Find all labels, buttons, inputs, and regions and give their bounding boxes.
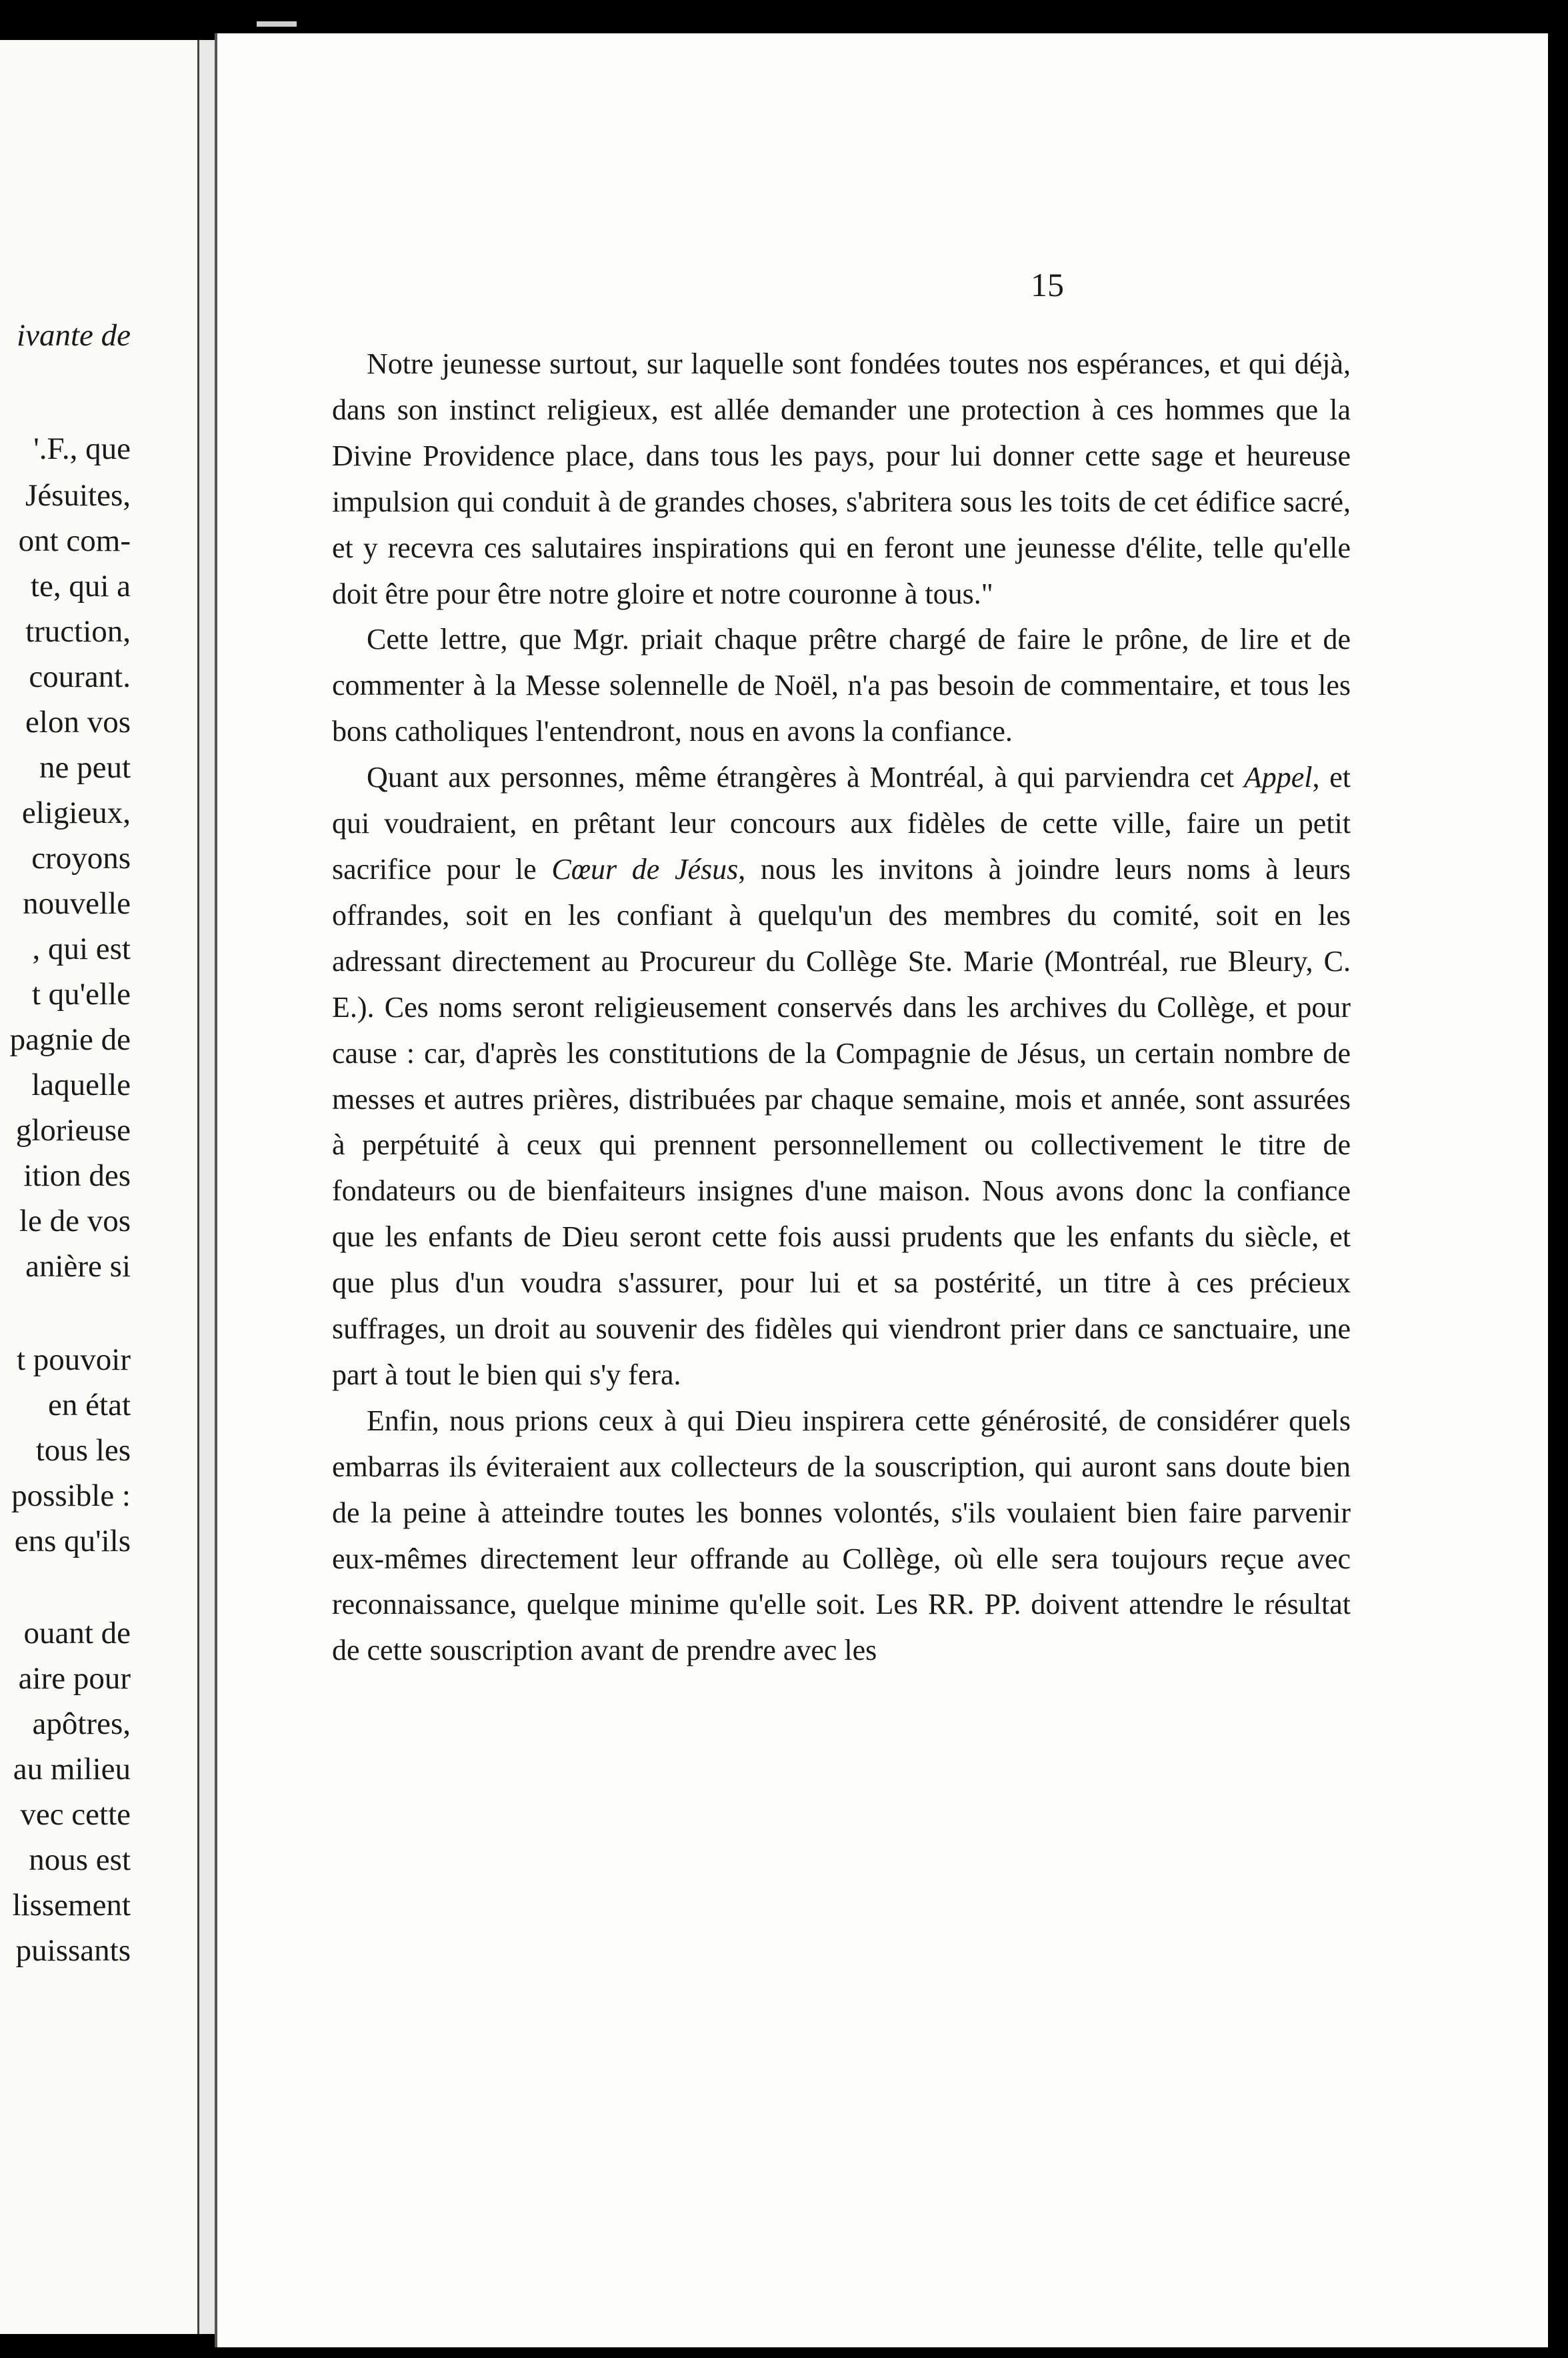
left-page-line: apôtres, xyxy=(32,1706,131,1741)
left-page-line: eligieux, xyxy=(21,796,131,830)
left-page-line: ition des xyxy=(23,1158,131,1193)
paragraph-p1 xyxy=(332,341,1351,617)
page-gutter xyxy=(197,40,215,2334)
left-page-line: puissants xyxy=(15,1933,131,1968)
left-page-line: le de vos xyxy=(19,1204,131,1238)
left-page-line: tous les xyxy=(35,1433,131,1468)
left-page-line: glorieuse xyxy=(15,1113,131,1148)
left-page-line: laquelle xyxy=(31,1068,131,1102)
left-page-line: au milieu xyxy=(13,1752,131,1787)
paragraph-span: Notre jeunesse surtout, sur laquelle sont fondées toutes nos espérances, et qui déjà, dans son instinct religieux, est allée demander une protection à ces hommes que la Divine Providence place, dans tous les pays, pour lui donner cette sage et heureuse impulsion qui conduit à de grandes choses, s'abritera sous les toits de cet édifice sacré, et y recevra ces salutaires inspirations qui en feront une jeunesse d'élite, telle qu'elle doit être pour être notre gloire et notre couronne à tous." xyxy=(332,347,1351,610)
left-page-line: te, qui a xyxy=(30,569,131,604)
paragraph-p3 xyxy=(332,755,1351,1398)
paragraph-p4 xyxy=(332,1398,1351,1674)
left-page-line: anière si xyxy=(25,1249,131,1284)
page-number: 15 xyxy=(1031,266,1064,303)
left-page-line: possible : xyxy=(11,1478,131,1513)
left-page-line: Jésuites, xyxy=(25,478,131,513)
left-page-line: elon vos xyxy=(25,705,131,740)
body-text xyxy=(332,341,1351,1674)
paragraph-span: , nous les invitons à joindre leurs noms à leurs offrandes, soit en les confiant à quelqu'un des membres du comité, soit en les adressant directement au Procureur du Collège Ste. Marie (Montréal, rue Bleury, C. E.). Ces noms seront religieusement conservés dans les archives du Collège, et pour cause : car, d'après les constitutions de la Compagnie de Jésus, un certain nombre de messes et autres prières, distribuées par chaque semaine, mois et année, sont assurées à perpétuité à ceux qui prennent personnellement ou collectivement le titre de fondateurs ou de bienfaiteurs insignes d'une maison. Nous avons donc la confiance que les enfants de Dieu seront cette fois aussi prudents que les enfants du siècle, et que plus d'un voudra s'assurer, pour lui et sa postérité, un titre à ces précieux suffrages, un droit au souvenir des fidèles qui viendront prier dans ce sanctuaire, une part à tout le bien qui s'y fera. xyxy=(332,852,1351,1391)
left-page-line: ouant de xyxy=(23,1616,131,1650)
left-page-line: en état xyxy=(48,1388,131,1422)
left-page-fragment xyxy=(0,40,200,2334)
left-page-line: aire pour xyxy=(18,1661,131,1696)
left-page-line: ne peut xyxy=(39,750,131,785)
paragraph-span: Enfin, nous prions ceux à qui Dieu inspirera cette générosité, de considérer quels embarras ils éviteraient aux collecteurs de la souscription, qui auront sans doute bien de la peine à atteindre toutes les bonnes volontés, s'ils voulaient bien faire parvenir eux-mêmes directement leur offrande au Collège, où elle sera toujours reçue avec reconnaissance, quelque minime qu'elle soit. Les RR. PP. doivent attendre le résultat de cette souscription avant de prendre avec les xyxy=(332,1404,1351,1667)
paragraph-span: Cœur de Jésus xyxy=(551,852,739,886)
left-page-line: truction, xyxy=(25,614,131,649)
left-page-line: croyons xyxy=(31,841,131,876)
paragraph-p2 xyxy=(332,617,1351,755)
paragraph-span: Cette lettre, que Mgr. priait chaque prêtre chargé de faire le prône, de lire et de commenter à la Messe solennelle de Noël, n'a pas besoin de commentaire, et tous les bons catholiques l'entendront, nous en avons la confiance. xyxy=(332,623,1351,748)
paragraph-span: Quant aux personnes, même étrangères à Montréal, à qui parviendra cet xyxy=(367,761,1244,794)
left-page-line: ens qu'ils xyxy=(14,1524,131,1558)
left-page-line: ivante de xyxy=(17,318,131,353)
left-page-line: ont com- xyxy=(18,523,131,558)
left-page-line: , qui est xyxy=(32,932,131,966)
left-page-line: '.F., que xyxy=(33,431,131,466)
left-page-line: pagnie de xyxy=(9,1022,131,1057)
scan-artifact xyxy=(257,21,297,27)
paragraph-span: , et qui voudraient, en prêtant leur concours aux fidèles de cette ville, faire un petit sacrifice pour le xyxy=(332,761,1351,886)
left-page-line: t qu'elle xyxy=(31,977,131,1012)
left-page-line: lissement xyxy=(12,1888,131,1923)
left-page-line: t pouvoir xyxy=(16,1342,131,1377)
left-page-line: courant. xyxy=(29,660,131,694)
right-page xyxy=(215,33,1548,2347)
left-page-line: nous est xyxy=(29,1843,131,1877)
left-page-line: vec cette xyxy=(20,1797,131,1832)
left-page-line: nouvelle xyxy=(23,886,131,921)
paragraph-span: Appel xyxy=(1243,761,1313,794)
